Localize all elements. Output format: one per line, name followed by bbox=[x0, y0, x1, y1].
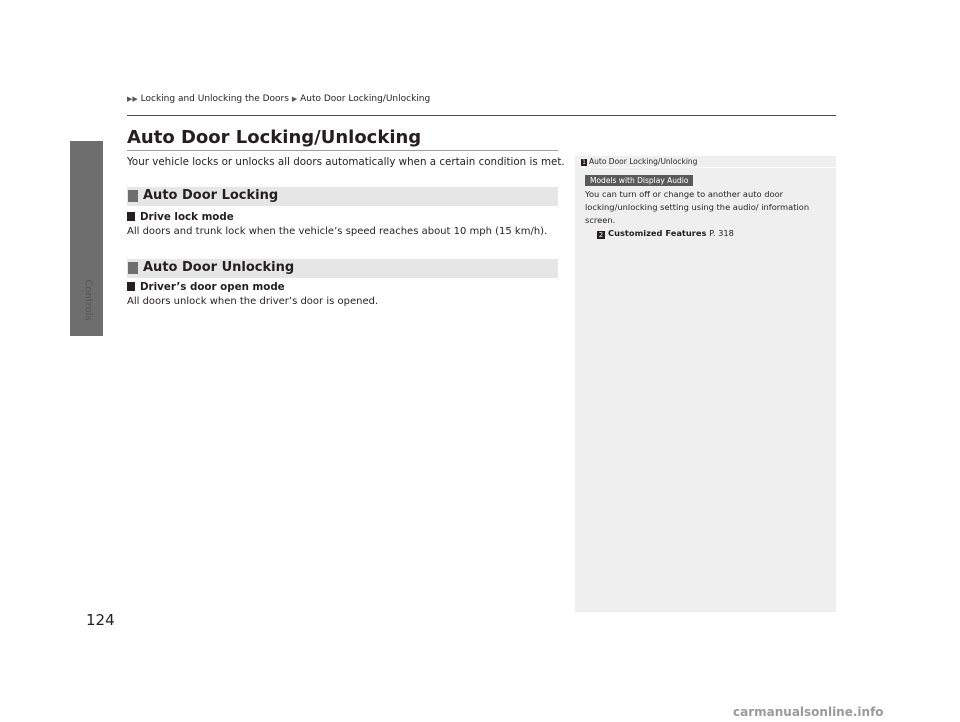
page-title: Auto Door Locking/Unlocking bbox=[127, 127, 422, 148]
title-divider bbox=[127, 150, 558, 151]
intro-text: Your vehicle locks or unlocks all doors automatically when a certain condition is met. bbox=[127, 156, 565, 168]
model-badge: Models with Display Audio bbox=[585, 175, 693, 186]
cross-reference-link[interactable] bbox=[597, 228, 734, 239]
note-title: Auto Door Locking/Unlocking bbox=[589, 157, 698, 166]
section-heading-label: Auto Door Unlocking bbox=[143, 260, 295, 275]
watermark: carmanualsonline.info bbox=[733, 705, 884, 719]
header-divider bbox=[127, 115, 836, 116]
section-square-icon bbox=[128, 262, 138, 274]
xref-title: Customized Features bbox=[608, 228, 707, 238]
mode-text-drive-lock: All doors and trunk lock when the vehicle’s speed reaches about 10 mph (15 km/h). bbox=[127, 226, 548, 237]
mode-text-drivers-door-open: All doors unlock when the driver’s door is opened. bbox=[127, 296, 379, 307]
mode-title-drive-lock bbox=[127, 211, 234, 223]
xref-page: P. 318 bbox=[709, 228, 734, 238]
section-heading-auto-door-unlocking bbox=[127, 259, 558, 278]
section-square-icon bbox=[128, 190, 138, 202]
sidebar-note bbox=[575, 156, 836, 612]
section-heading-label: Auto Door Locking bbox=[143, 188, 279, 203]
breadcrumb-item-1[interactable]: Locking and Unlocking the Doors bbox=[140, 94, 289, 104]
mode-title-label: Driver’s door open mode bbox=[140, 281, 285, 293]
bullet-square-icon bbox=[127, 212, 135, 221]
mode-title-label: Drive lock mode bbox=[140, 211, 234, 223]
chapter-label: Controls bbox=[82, 279, 94, 321]
breadcrumb-arrow-icon: ▶ bbox=[291, 95, 298, 103]
note-heading bbox=[581, 157, 697, 166]
mode-title-drivers-door-open bbox=[127, 281, 285, 293]
breadcrumb-arrow-icon: ▶▶ bbox=[127, 95, 138, 103]
section-heading-auto-door-locking bbox=[127, 187, 558, 206]
note-number-icon: 1 bbox=[582, 159, 586, 166]
note-text: You can turn off or change to another auto door locking/unlocking setting using the audio/ information screen. bbox=[585, 189, 810, 225]
note-divider bbox=[581, 167, 836, 168]
page-number: 124 bbox=[86, 611, 115, 629]
breadcrumb bbox=[127, 94, 430, 104]
breadcrumb-item-2[interactable]: Auto Door Locking/Unlocking bbox=[300, 94, 431, 104]
reference-arrow-icon: 2 bbox=[598, 231, 604, 239]
bullet-square-icon bbox=[127, 282, 135, 291]
